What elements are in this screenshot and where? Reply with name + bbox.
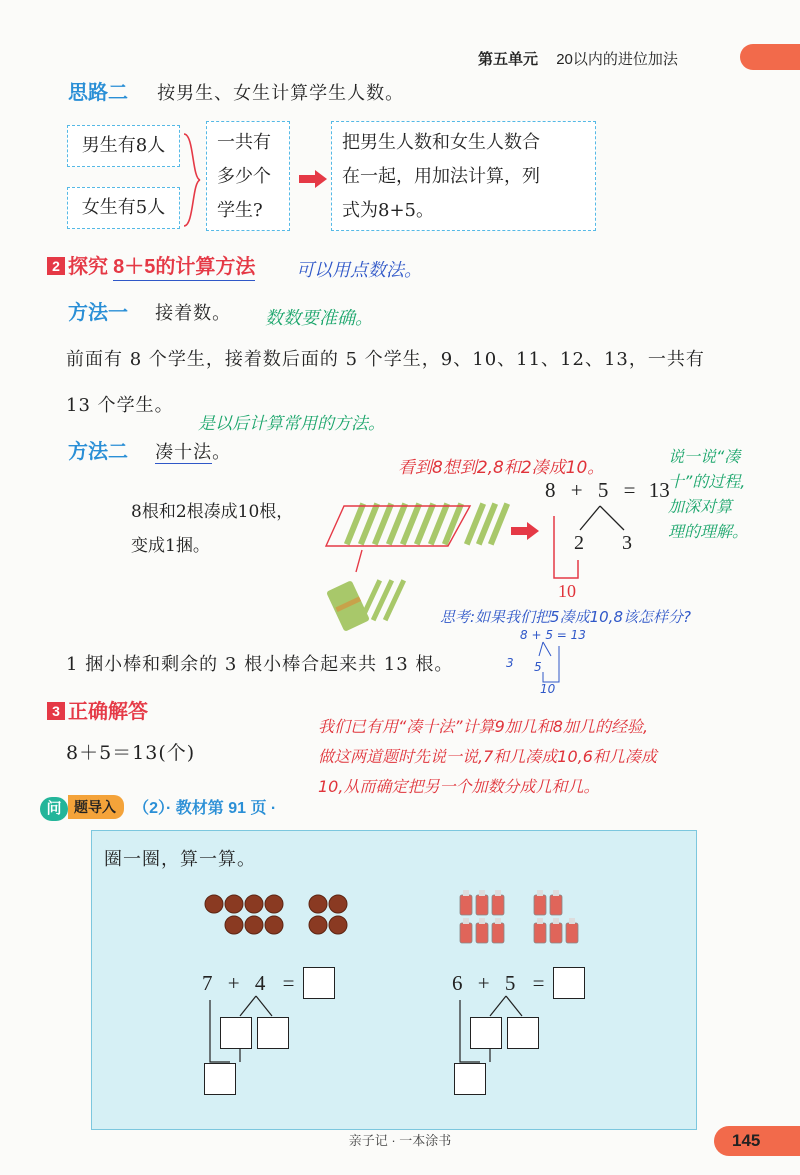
- method2-line: [68, 435, 231, 464]
- method1-text: 接着数。: [155, 303, 232, 324]
- method1-line1: 前面有 8 个学生，接着数后面的 5 个学生，9、10、11、12、13，一共有: [66, 349, 705, 370]
- bundle-icon: [326, 579, 406, 632]
- method1-label: 方法一: [68, 302, 128, 324]
- explain-line: 把男生人数和女生人数合: [342, 132, 540, 153]
- arrow-right-icon: [297, 168, 329, 190]
- five-sticks: [464, 502, 510, 545]
- arrow-right-icon: [509, 520, 541, 542]
- idea2-label: 思路二: [68, 82, 128, 104]
- note-line: 说一说“凑: [668, 447, 741, 466]
- header-tab: [740, 44, 800, 70]
- right-equals: =: [532, 971, 545, 995]
- page-number: 145: [714, 1126, 800, 1156]
- bottles-illustration: [458, 889, 588, 949]
- unit-topic: 20以内的进位加法: [556, 51, 678, 68]
- section2-title: 8＋5的计算方法: [113, 256, 255, 281]
- eight-sticks: [344, 502, 464, 545]
- caption-line: 8根和2根凑成10根，: [131, 502, 294, 522]
- note-common-method: 是以后计算常用的方法。: [198, 414, 385, 434]
- question-badge-icon: 问: [40, 797, 68, 821]
- right-split-lines: [450, 994, 560, 1069]
- idea2-line: [68, 76, 404, 105]
- section-number: 2: [47, 257, 65, 275]
- cookies-illustration: [202, 893, 352, 943]
- left-equation: [202, 971, 294, 996]
- boys-text: 男生有8人: [81, 135, 166, 156]
- unit-header: [478, 48, 692, 69]
- method2-conclusion: 1 捆小棒和剩余的 3 根小棒合起来共 13 根。: [66, 654, 454, 675]
- left-ten-box[interactable]: [204, 1063, 236, 1095]
- note-teaching-tip: [318, 712, 657, 802]
- right-addend2: 5: [504, 971, 516, 995]
- note-think-question: 思考:如果我们把5凑成10,8该怎样分?: [440, 608, 691, 626]
- practice-instruction: 圈一圈，算一算。: [104, 849, 256, 870]
- bundle-caption: [131, 495, 293, 563]
- question-intro: [40, 795, 276, 821]
- eq-plus: +: [570, 478, 583, 502]
- right-addend1: 6: [452, 971, 463, 995]
- method1-line: [68, 296, 231, 325]
- practice-panel: [91, 830, 697, 1130]
- note-line: 十”的过程,: [668, 472, 746, 491]
- note-line: 做这两道题时先说一说,7和几凑成10,6和几凑成: [318, 747, 657, 766]
- left-split-box-2[interactable]: [257, 1017, 289, 1049]
- eq-addend1: 8: [545, 478, 556, 502]
- textbook-reference: （2）· 教材第 91 页 ·: [133, 800, 277, 817]
- eq-result: 13: [648, 478, 670, 502]
- small-equation: 8 + 5 = 13: [520, 628, 586, 642]
- boys-box: [67, 125, 180, 167]
- split-part1: 2: [574, 532, 584, 554]
- note-line: 加深对算: [668, 497, 733, 516]
- method2-text: 凑十法: [155, 442, 213, 463]
- right-split-box-2[interactable]: [507, 1017, 539, 1049]
- left-split-lines: [200, 994, 310, 1069]
- split-part2: 3: [622, 532, 632, 554]
- section2-heading: [47, 250, 255, 279]
- note-line: 我们已有用“凑十法”计算9加几和8加几的经验,: [318, 717, 649, 736]
- small-ten: 10: [540, 682, 556, 696]
- question-line: 一共有: [217, 132, 271, 153]
- brace-icon: [180, 130, 204, 230]
- question-badge-label: 题导入: [68, 795, 124, 819]
- girls-box: [67, 187, 180, 229]
- section3-heading: [47, 695, 148, 724]
- small-split2: 5: [534, 660, 542, 674]
- note-dot-count: 可以用点数法。: [296, 260, 422, 281]
- method1-line2: 13 个学生。: [66, 395, 174, 416]
- left-plus: +: [227, 971, 240, 995]
- question-line: 学生?: [217, 200, 263, 221]
- note-think-of-2: 看到8想到2,8和2凑成10。: [398, 458, 605, 478]
- caption-line: 变成1捆。: [131, 536, 210, 556]
- explain-line: 式为8+5。: [342, 200, 434, 221]
- note-line: 理的理解。: [668, 522, 749, 541]
- note-count-accurately: 数数要准确。: [265, 308, 373, 329]
- final-answer: 8＋5＝13(个): [66, 742, 196, 764]
- method2-label: 方法二: [68, 441, 128, 463]
- question-box: [206, 121, 290, 231]
- right-plus: +: [477, 971, 490, 995]
- explain-box: [331, 121, 596, 231]
- left-split-box-1[interactable]: [220, 1017, 252, 1049]
- pointer-line: [356, 550, 362, 572]
- idea2-text: 按男生、女生计算学生人数。: [157, 83, 405, 104]
- right-split-box-1[interactable]: [470, 1017, 502, 1049]
- eq-equals: =: [623, 478, 636, 502]
- section-number: 3: [47, 702, 65, 720]
- left-addend1: 7: [202, 971, 213, 995]
- right-ten-box[interactable]: [454, 1063, 486, 1095]
- note-explain-process: [668, 444, 748, 544]
- note-line: 10,从而确定把另一个加数分成几和几。: [318, 777, 600, 796]
- method2-period: 。: [212, 442, 232, 463]
- small-split1: 3: [506, 656, 514, 670]
- left-addend2: 4: [254, 971, 266, 995]
- left-equals: =: [282, 971, 295, 995]
- right-equation: [452, 971, 544, 996]
- section3-title: 正确解答: [68, 701, 148, 723]
- explain-line: 在一起，用加法计算，列: [342, 166, 540, 187]
- ten-result: 10: [558, 581, 576, 601]
- eq-addend2: 5: [597, 478, 609, 502]
- method2-equation: [545, 478, 670, 503]
- footer-brand: 亲子记 · 一本涂书: [348, 1133, 452, 1148]
- section2-title-prefix: 探究: [68, 256, 108, 278]
- unit-label: 第五单元: [478, 51, 539, 68]
- girls-text: 女生有5人: [81, 197, 166, 218]
- question-line: 多少个: [217, 166, 271, 187]
